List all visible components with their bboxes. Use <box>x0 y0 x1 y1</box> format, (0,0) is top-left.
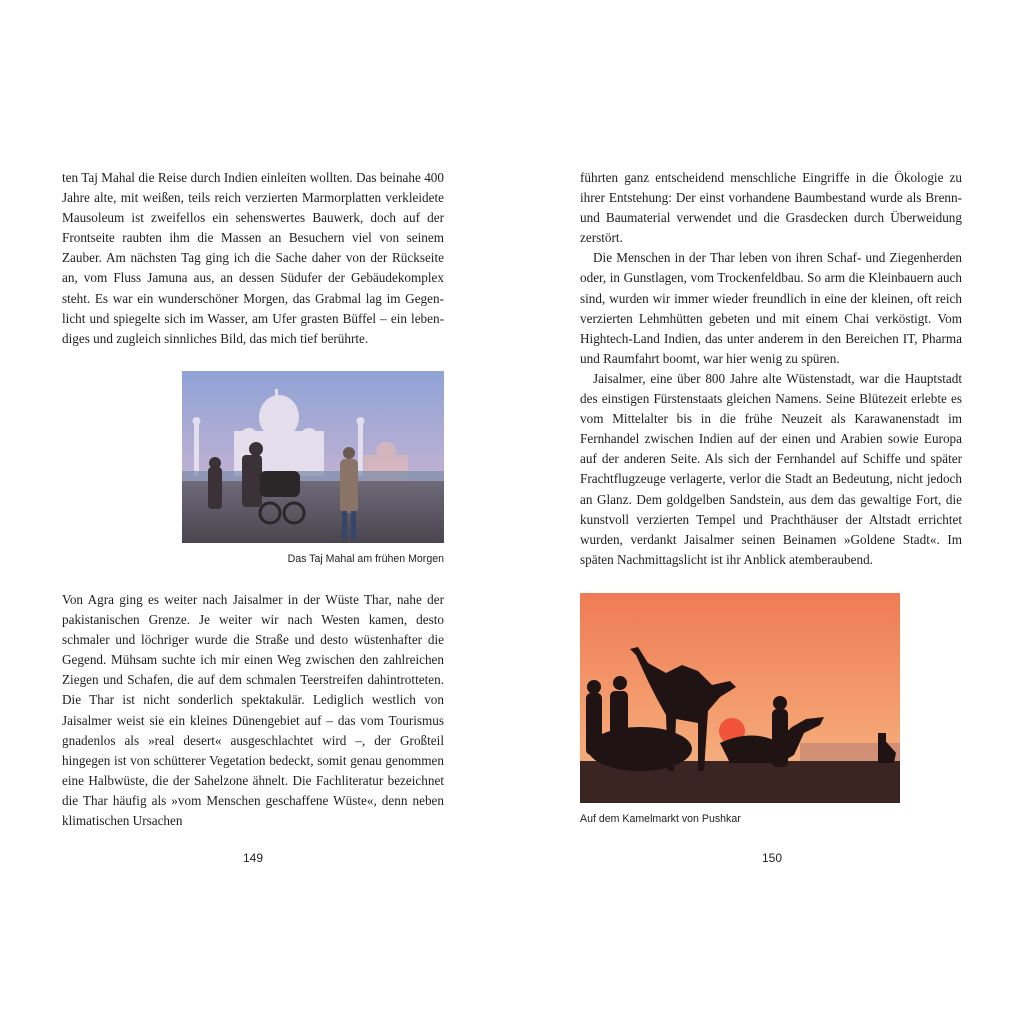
page-number-right: 150 <box>761 851 783 865</box>
page-number-left: 149 <box>242 851 264 865</box>
left-text-bottom <box>62 590 444 831</box>
left-text-top <box>62 168 444 349</box>
left-paragraph-1: ten Taj Mahal die Reise durch Indien einleiten wollten. Das beinahe 400 Jahre alte, mit weißen, teils reich verzierten Marmorplatten verkleidete Mausoleum ist zweifellos ein sehenswertes Bauwerk, doch auf der Frontseite raubten ihm die Massen an Besuchern viel von seinem Zauber. Am nächsten Tag ging ich die Sache daher von der Rückseite an, vom Fluss Jamuna aus, an dessen Südufer der Gebäudekomplex steht. Es war ein wunderschöner Morgen, das Grabmal lag im Gegenlicht und spiegelte sich im Wasser, am Ufer grasten Büffel – ein lebendiges und zugleich sinnliches Bild, das mich tief berührte. <box>62 170 444 346</box>
right-paragraph-3: Jaisalmer, eine über 800 Jahre alte Wüstenstadt, war die Hauptstadt des einstigen Fürstenstaats gleichen Namens. Seine Blütezeit erlebte es vom Mittelalter bis in die frühe Neuzeit als Karawanenstadt im Fernhandel zwischen Indien auf der einen und Arabien sowie Europa auf der anderen Seite. Als sich der Fernhandel auf Schiffe und später Frachtflugzeuge verlagerte, verlor die Stadt an Bedeutung, nicht jedoch an Glanz. Dem goldgelben Sandstein, aus dem das gewaltige Fort, die kunstvoll verzierten Tempel und Prachthäuser der Altstadt errichtet wurden, verdankt Jaisalmer seinen Beinamen »Goldene Stadt«. Im späten Nachmittagslicht ist ihr Anblick atemberaubend. <box>580 370 962 567</box>
camel-market-caption: Auf dem Kamelmarkt von Pushkar <box>580 813 741 825</box>
right-text <box>580 168 962 570</box>
camel-market-photo <box>580 593 900 803</box>
right-page <box>512 0 1024 1024</box>
left-paragraph-2: Von Agra ging es weiter nach Jaisalmer in der Wüste Thar, nahe der pakistanischen Grenze. Je weiter wir nach Westen kamen, desto schmaler und löchriger wurde die Straße und desto wüstenhafter die Gegend. Mühsam suchte ich mir einen Weg zwischen den zahlreichen Ziegen und Schafen, die auf dem schmalen Teerstreifen dahintrotteten. Die Thar ist nicht sonderlich spektakulär. Lediglich westlich von Jaisalmer weist sie ein kleines Dünengebiet auf – das vom Tourismus gnadenlos als »real desert« ausgeschlachtet wird –, der Großteil hingegen ist von schütterer Vegetation bedeckt, somit genau genommen eine Halbwüste, die der Sahelzone ähnelt. Die Fachliteratur bezeichnet die Thar häufig als »vom Menschen geschaffene Wüste«, denn neben klimatischen Ursachen <box>62 592 444 829</box>
right-paragraph-1: führten ganz entscheidend menschliche Eingriffe in die Ökologie zu ihrer Entstehung: Der einst vorhandene Baumbestand wurde als Brenn- und Baumaterial verwendet und die Grasdecken durch Überweidung zerstört. <box>580 170 962 246</box>
taj-mahal-photo <box>182 371 444 543</box>
right-paragraph-2: Die Menschen in der Thar leben von ihren Schaf- und Ziegenherden oder, in Gunstlagen, vom Trockenfeldbau. So arm die Kleinbauern auch sind, wurden wir immer wieder freundlich in eine der kleinen, oft reich verzierten Lehmhütten gebeten und mit einem Chai verköstigt. Vom Hightech-Land Indien, das unter anderem in den Bereichen IT, Pharma und Raumfahrt boomt, war hier wenig zu spüren. <box>580 250 962 366</box>
taj-mahal-caption: Das Taj Mahal am frühen Morgen <box>287 553 444 565</box>
